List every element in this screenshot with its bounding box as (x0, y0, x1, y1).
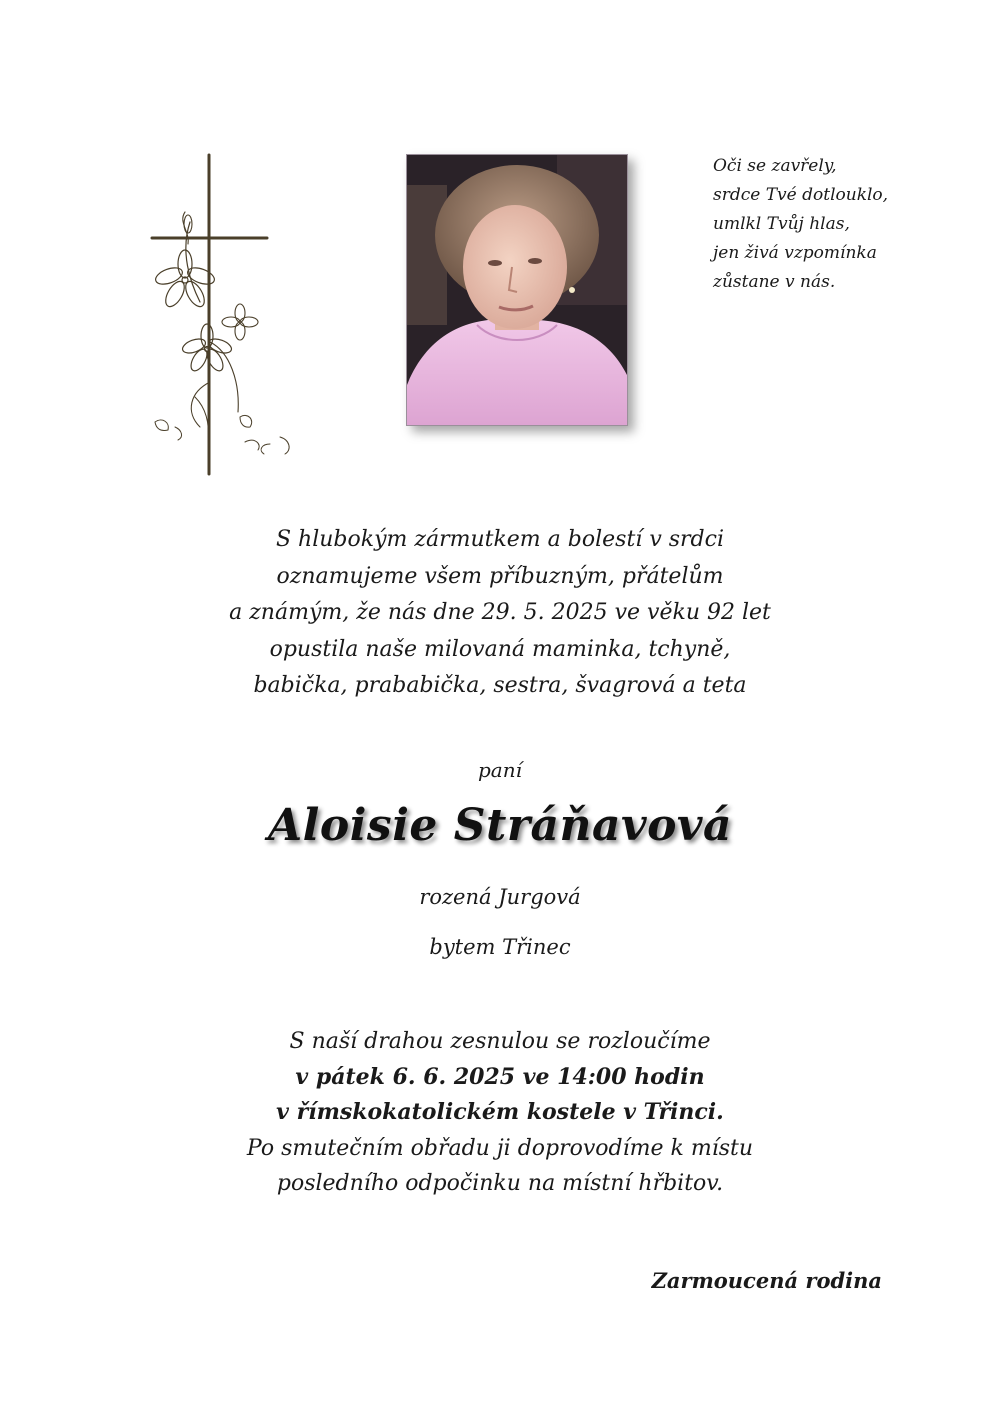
ceremony-line: posledního odpočinku na místní hřbitov. (276, 1171, 724, 1197)
residence: bytem Třinec (429, 935, 571, 959)
ceremony-datetime: v pátek 6. 6. 2025 ve 14:00 hodin (295, 1063, 705, 1090)
cross-with-lily-icon (150, 152, 300, 478)
poem-line: Oči se zavřely, (713, 156, 837, 176)
deceased-name: Aloisie Stráňavová (268, 800, 732, 851)
signature: Zarmoucená rodina (651, 1268, 882, 1293)
maiden-name: rozená Jurgová (419, 885, 581, 909)
announcement (0, 522, 1000, 705)
poem (713, 152, 973, 297)
poem-line: jen živá vzpomínka (713, 243, 877, 263)
announcement-line: opustila naše milovaná maminka, tchyně, (269, 636, 731, 662)
ceremony-line: S naší drahou zesnulou se rozloučíme (289, 1029, 711, 1054)
announcement-line: oznamujeme všem příbuzným, přátelům (276, 563, 724, 589)
portrait-photo (406, 154, 628, 426)
announcement-line: a známým, že nás dne 29. 5. 2025 ve věku 92 let (229, 600, 771, 626)
honorific: paní (477, 758, 522, 782)
poem-line: zůstane v nás. (713, 272, 836, 292)
announcement-line: babička, prababička, sestra, švagrová a teta (253, 673, 747, 699)
ceremony-info (0, 1024, 1000, 1202)
poem-line: umlkl Tvůj hlas, (713, 214, 850, 234)
poem-line: srdce Tvé dotlouklo, (713, 185, 889, 205)
announcement-line: S hlubokým zármutkem a bolestí v srdci (275, 527, 724, 552)
ceremony-line: Po smutečním obřadu ji doprovodíme k místu (246, 1135, 754, 1161)
ceremony-place: v římskokatolickém kostele v Třinci. (276, 1099, 724, 1126)
